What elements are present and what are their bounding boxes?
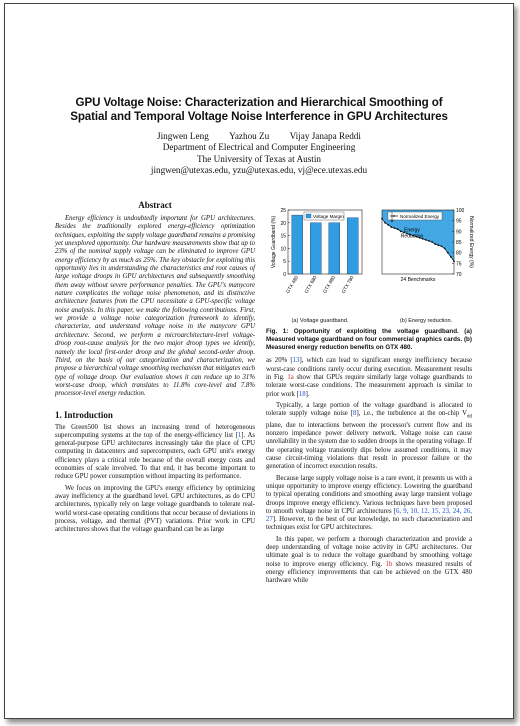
x-axis-label: 24 Benchmarks xyxy=(400,277,436,283)
y-tick-label: 20 xyxy=(280,220,286,227)
bar xyxy=(347,218,358,274)
data-point xyxy=(441,245,443,247)
university: The University of Texas at Austin xyxy=(197,153,321,164)
abstract-heading: Abstract xyxy=(138,200,172,210)
figure-1-caption: Fig. 1: Opportunity of exploiting the voltage guardband. (a) Measured voltage guardband on four commercial graphics cards. (b) Measured energy reduction benefits on GTX 480. xyxy=(266,328,472,351)
citation-link[interactable]: 18 xyxy=(298,390,306,398)
x-tick-label: GTX 480 xyxy=(286,275,300,295)
abstract-text: Energy efficiency is undoubtedly important for GPU architectures. Besides the traditionally explored energy-efficiency optimization techniques, exploiting the supply voltage guardband remains a promising yet unexplored opportunity. Our hardware measurements show that up to 23% of the nominal supply voltage can be eliminated to improve GPU energy efficiency by as much as 25%. The key obstacle for exploiting this opportunity lies in understanding the characteristics and root causes of large voltage droops in GPU architectures and subsequently smoothing them away without severe performance penalties. The GPU's manycore nature complicates the voltage noise phenomenon, and its distinctive architecture features from the CPU necessitate a GPU-specific voltage noise analysis. In this paper, we make the following contributions. First, we provide a voltage noise categorization framework to identify, characterize, and understand voltage noise in the manycore GPU architecture. Second, we perform a microarchitecture-level voltage-droop root-cause analysis for the two major droop types we identify, namely the local first-order droop and the global second-order droop. Third, on the basis of our categorization and characterization, we propose a hierarchical voltage smoothing mechanism that mitigates each type of voltage droop. Our evaluation shows it can reduce up to 31% worst-case droop, which translates to 11.8% core-level and 7.8% processor-level energy reduction. xyxy=(55,215,255,398)
legend-label: Voltage Margin xyxy=(313,214,344,219)
paper-page xyxy=(4,3,514,719)
bar xyxy=(329,223,340,274)
intro-paragraph-1 xyxy=(55,424,255,482)
bar xyxy=(292,215,303,274)
y-axis-label: Voltage Guardband (%) xyxy=(271,215,277,269)
y-tick-label: 10 xyxy=(280,246,286,253)
y-axis-label: Normalized Energy (%) xyxy=(468,216,474,268)
right-column xyxy=(266,200,472,588)
text-run: ]. xyxy=(305,390,310,398)
guardband-bar-chart xyxy=(266,200,374,316)
y-tick-label: 75 xyxy=(456,261,462,268)
data-point xyxy=(444,248,446,250)
text-run: ]. However, to the best of our knowledge, no such characterization and techniques exist for GPU architectures. xyxy=(266,516,472,532)
right-paragraph-3 xyxy=(266,475,472,533)
subscript: dd xyxy=(467,414,473,420)
data-point xyxy=(425,239,427,241)
y-tick-label: 70 xyxy=(456,272,462,278)
figure-1a xyxy=(266,200,374,324)
affiliation xyxy=(5,142,513,176)
right-paragraph-4 xyxy=(266,536,472,586)
y-tick-label: 80 xyxy=(456,250,462,257)
text-run: shows measured results of energy efficiency improvements that can be achieved on the GTX 480 hardware while xyxy=(266,560,472,585)
citation-link[interactable]: 13 xyxy=(292,357,300,365)
text-run: plane, due to interactions between the processor's current flow and its nonzero impedance power delivery network. Voltage noise can cause unreliability in the system due to sudden droops in the operating voltage. If the operating voltage transiently dips below assumed conditions, it may cause circuit-timing violations that result in processor failure or the generation of incorrect execution results. xyxy=(266,421,472,471)
author-block xyxy=(5,131,513,176)
text-run: The Green500 list shows an increasing trend of heterogeneous supercomputing systems at the top of the energy-efficiency list [ xyxy=(55,423,255,439)
text-run: ]. As general-purpose GPU architectures increasingly take the place of CPU computing in datacenters and supercomputers, each GPU unit's energy efficiency plays a critical role because of the overall energy costs and economies of scale involved. To that end, it has become important to reduce GPU power consumption without impacting its performance. xyxy=(55,431,255,481)
y-tick-label: 95 xyxy=(456,218,462,225)
title-line-1: GPU Voltage Noise: Characterization and Hierarchical Smoothing of xyxy=(75,96,443,109)
figure-1b xyxy=(378,200,474,324)
citation-link[interactable]: 1 xyxy=(237,431,242,439)
right-paragraph-1 xyxy=(266,357,472,398)
text-run: In this paper, we perform a thorough characterization and provide a deep understanding of voltage noise activity in GPU architectures. Our ultimate goal is to reduce the voltage guardband by smoothing voltage noise to improve energy efficiency. Fig. xyxy=(266,535,472,568)
text-run: Because large supply voltage noise is a rare event, it presents us with a unique opportunity to improve energy efficiency. Lowering the guardband to typical operating conditions and smoothing away large transient voltage droops improve energy efficiency. Various techniques have been proposed to smooth voltage noise in CPU architectures [ xyxy=(266,474,472,515)
x-tick-label: GTX 880 xyxy=(323,275,337,295)
data-point xyxy=(397,228,399,230)
citation-link[interactable]: 6, 9, 10, 12, 15, 23, 24, 26, 27 xyxy=(266,507,472,524)
y-tick-label: 25 xyxy=(280,208,286,214)
data-point xyxy=(437,244,439,246)
energy-line-chart xyxy=(378,200,474,316)
x-tick-label: GTX 680 xyxy=(304,275,319,295)
data-point xyxy=(428,240,430,242)
figure-1 xyxy=(266,200,472,324)
figure-1b-subcaption: (b) Energy reduction. xyxy=(399,318,453,324)
data-point xyxy=(450,256,452,258)
text-run: show that GPUs require similarly large voltage guardbands to tolerate worst-case conditions. The measurement approach is similar to prior work [ xyxy=(266,373,472,398)
legend-swatch xyxy=(306,214,311,218)
data-point xyxy=(394,227,396,229)
author-name: Jingwen Leng xyxy=(157,131,209,141)
figure-ref-link[interactable]: 1a xyxy=(287,373,294,381)
emails: jingwen@utexas.edu, yzu@utexas.edu, vj@ece.utexas.edu xyxy=(150,164,368,175)
y-tick-label: 100 xyxy=(456,208,465,214)
author-name: Yazhou Zu xyxy=(229,131,270,141)
author-names xyxy=(5,131,513,142)
data-point xyxy=(400,230,402,232)
bar xyxy=(310,223,321,274)
y-tick-label: 85 xyxy=(456,240,462,246)
right-paragraph-2 xyxy=(266,402,472,472)
annotation-label: Reduction xyxy=(400,233,424,240)
data-point xyxy=(387,224,389,226)
intro-heading: 1. Introduction xyxy=(55,409,113,420)
legend-label: Normalized Energy xyxy=(400,214,440,219)
y-tick-label: 15 xyxy=(280,233,286,240)
left-column xyxy=(55,200,255,537)
legend-marker xyxy=(393,215,395,217)
data-point xyxy=(447,252,449,254)
intro-paragraph-2: We focus on improving the GPU's energy efficiency by optimizing away inefficiency at the guardband level. GPU architectures, as do CPU architectures, typically rely on large voltage guardbands to tolerate real-world worst-case operating conditions that occur because of deviations in process, voltage, and thermal (PVT) variations. Prior work in CPU architectures shows that the voltage guardband can be as large xyxy=(55,484,255,534)
data-point xyxy=(431,241,433,243)
x-tick-label: GTX 780 xyxy=(341,275,356,295)
y-tick-label: 5 xyxy=(283,259,286,266)
citation-link[interactable]: 8 xyxy=(353,410,357,418)
data-point xyxy=(384,222,386,224)
data-point xyxy=(390,226,392,228)
text-run: Typically, a large portion of the voltage guardband is allocated to tolerate supply voltage noise [ xyxy=(266,401,472,418)
text-run: as 20% [ xyxy=(266,357,293,365)
figure-1a-subcaption: (a) Voltage guardband. xyxy=(291,318,349,324)
text-run: ], which can lead to significant energy inefficiency because worst-case conditions rarely occur during execution. Measurement results in Fig. xyxy=(266,357,472,381)
y-tick-label: 90 xyxy=(456,229,462,236)
data-point xyxy=(434,243,436,245)
figure-ref-link[interactable]: 1b xyxy=(385,560,393,568)
y-tick-label: 0 xyxy=(283,272,286,278)
department: Department of Electrical and Computer Engineering xyxy=(162,142,356,153)
annotation-label: Energy xyxy=(404,227,420,234)
author-name: Vijay Janapa Reddi xyxy=(289,131,361,141)
paper-title xyxy=(5,96,513,124)
text-run: ], i.e., the turbulence at the on-chip V xyxy=(356,410,468,418)
title-line-2: Spatial and Temporal Voltage Noise Interference in GPU Architectures xyxy=(70,110,448,123)
